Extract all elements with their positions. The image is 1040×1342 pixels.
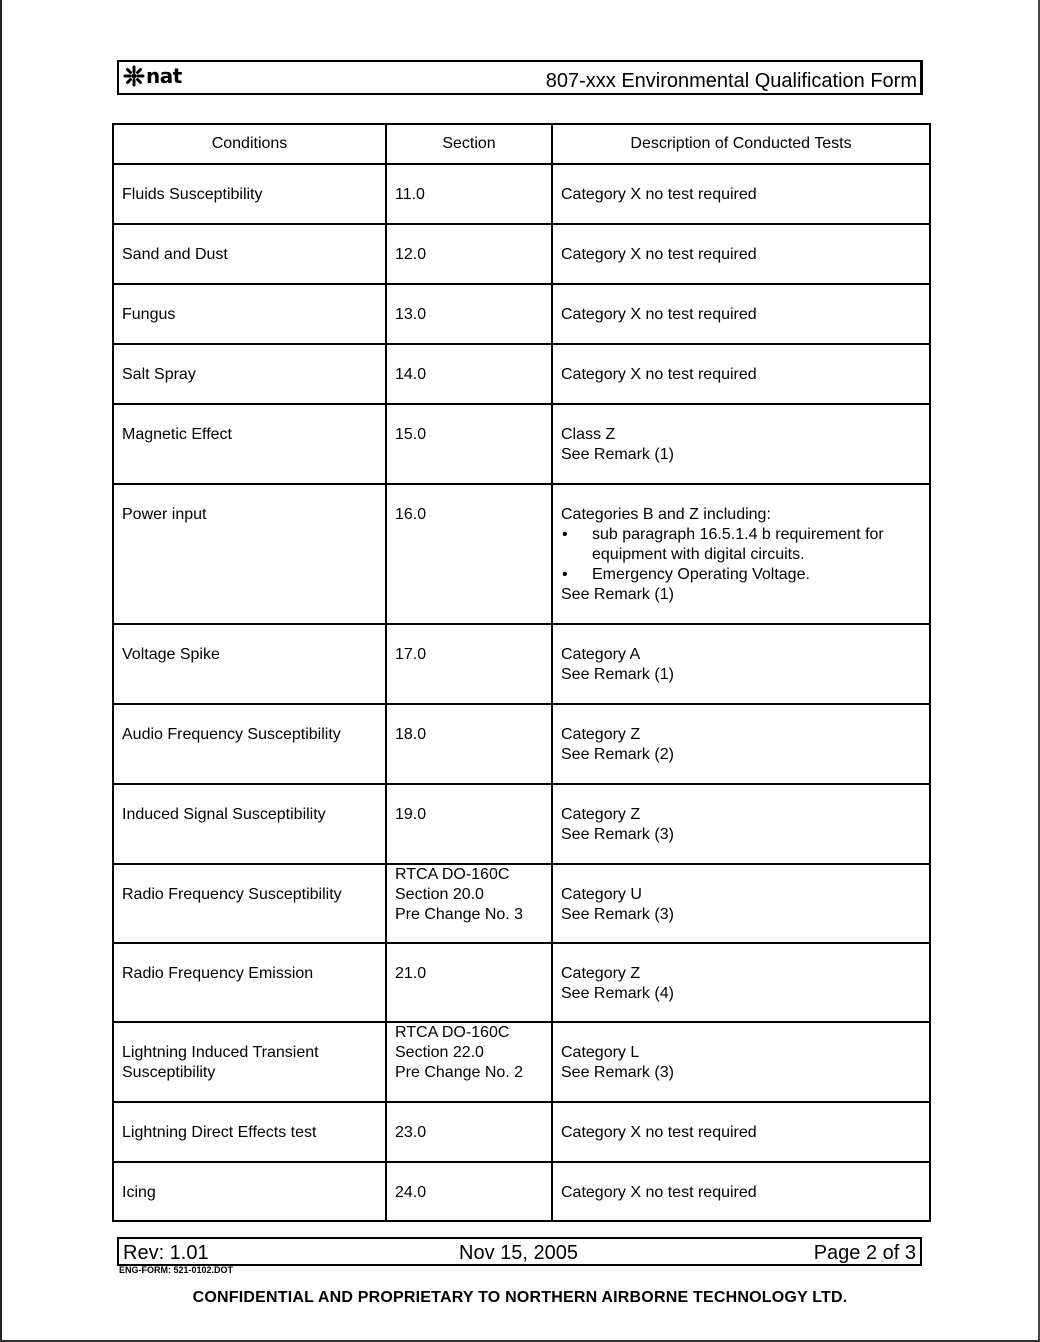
description-cell <box>552 624 930 704</box>
condition-cell <box>113 864 386 943</box>
condition-cell <box>113 1162 386 1221</box>
section-line: 11.0 <box>395 186 425 203</box>
table-row <box>113 484 930 624</box>
condition-cell <box>113 943 386 1022</box>
section-cell <box>386 1162 552 1221</box>
section-cell <box>386 704 552 784</box>
condition-line: Power input <box>122 506 207 523</box>
bullet-item: • sub paragraph 16.5.1.4 b requirement for equipment with digital circuits. <box>561 525 921 565</box>
description-cell <box>552 344 930 404</box>
description-line: Class Z <box>561 426 616 443</box>
section-line: 23.0 <box>395 1124 427 1141</box>
column-header-section: Section <box>386 124 552 164</box>
condition-line: Icing <box>122 1184 156 1201</box>
condition-line: Lightning Induced Transient <box>122 1044 319 1061</box>
section-line: RTCA DO-160C <box>395 1024 510 1041</box>
section-cell <box>386 404 552 484</box>
condition-line: Fluids Susceptibility <box>122 186 263 203</box>
description-line: Category L <box>561 1044 640 1061</box>
condition-cell <box>113 1102 386 1162</box>
description-line: Categories B and Z including: <box>561 506 771 523</box>
description-line: Category X no test required <box>561 306 757 323</box>
nat-logo <box>123 65 182 87</box>
table-row <box>113 704 930 784</box>
confidential-notice: CONFIDENTIAL AND PROPRIETARY TO NORTHERN AIRBORNE TECHNOLOGY LTD. <box>192 1289 848 1306</box>
description-cell <box>552 484 930 624</box>
section-line: 21.0 <box>395 965 427 982</box>
condition-line: Voltage Spike <box>122 646 220 663</box>
condition-cell <box>113 164 386 224</box>
description-line: See Remark (1) <box>561 446 674 463</box>
logo-text: nat <box>146 64 182 88</box>
section-cell <box>386 864 552 943</box>
section-cell <box>386 344 552 404</box>
description-cell <box>552 164 930 224</box>
description-line: Category A <box>561 646 641 663</box>
condition-line: Susceptibility <box>122 1064 216 1081</box>
description-cell <box>552 784 930 864</box>
description-line: Category U <box>561 886 642 903</box>
description-cell <box>552 1022 930 1102</box>
column-header-conditions: Conditions <box>113 124 386 164</box>
section-cell <box>386 624 552 704</box>
form-title: 807-xxx Environmental Qualification Form <box>545 70 917 92</box>
table-row <box>113 404 930 484</box>
description-line: Category X no test required <box>561 1124 757 1141</box>
table-row <box>113 784 930 864</box>
description-cell <box>552 704 930 784</box>
condition-line: Lightning Direct Effects test <box>122 1124 317 1141</box>
description-line: Category Z <box>561 965 641 982</box>
condition-line: Induced Signal Susceptibility <box>122 806 326 823</box>
revision-date: Nov 15, 2005 <box>459 1242 578 1264</box>
condition-cell <box>113 284 386 344</box>
table-row <box>113 624 930 704</box>
condition-cell <box>113 624 386 704</box>
table-row <box>113 1102 930 1162</box>
section-cell <box>386 1102 552 1162</box>
section-line: 15.0 <box>395 426 427 443</box>
table-row <box>113 224 930 284</box>
section-cell <box>386 164 552 224</box>
condition-cell <box>113 344 386 404</box>
description-line: See Remark (1) <box>561 666 674 683</box>
qualification-table <box>112 123 931 1222</box>
condition-line: Audio Frequency Susceptibility <box>122 726 341 743</box>
description-cell <box>552 1102 930 1162</box>
table-row <box>113 284 930 344</box>
section-line: 12.0 <box>395 246 427 263</box>
condition-cell <box>113 1022 386 1102</box>
description-cell <box>552 404 930 484</box>
description-line: See Remark (2) <box>561 746 674 763</box>
description-line: Category X no test required <box>561 1184 757 1201</box>
section-cell <box>386 284 552 344</box>
description-line: See Remark (1) <box>561 586 674 603</box>
page-footer <box>117 1237 922 1266</box>
description-cell <box>552 1162 930 1221</box>
description-line: See Remark (4) <box>561 985 674 1002</box>
condition-line: Radio Frequency Susceptibility <box>122 886 342 903</box>
section-line: Pre Change No. 2 <box>395 1064 524 1081</box>
table-row <box>113 344 930 404</box>
description-line: See Remark (3) <box>561 1064 674 1081</box>
revision-label: Rev: 1.01 <box>123 1242 209 1264</box>
condition-cell <box>113 224 386 284</box>
section-line: 17.0 <box>395 646 427 663</box>
condition-line: Salt Spray <box>122 366 196 383</box>
section-line: Section 20.0 <box>395 886 484 903</box>
section-line: 24.0 <box>395 1184 427 1201</box>
section-line: Pre Change No. 3 <box>395 906 524 923</box>
description-line: Category X no test required <box>561 366 757 383</box>
table-row <box>113 864 930 943</box>
description-line: Category Z <box>561 726 641 743</box>
form-code: ENG-FORM: 521-0102.DOT <box>119 1265 234 1275</box>
section-cell <box>386 1022 552 1102</box>
condition-cell <box>113 484 386 624</box>
condition-cell <box>113 404 386 484</box>
table-row <box>113 1162 930 1221</box>
condition-line: Radio Frequency Emission <box>122 965 314 982</box>
description-cell <box>552 284 930 344</box>
condition-line: Sand and Dust <box>122 246 228 263</box>
description-line: Category X no test required <box>561 186 757 203</box>
section-line: 13.0 <box>395 306 427 323</box>
column-header-description: Description of Conducted Tests <box>552 124 930 164</box>
section-cell <box>386 784 552 864</box>
section-cell <box>386 224 552 284</box>
description-cell <box>552 864 930 943</box>
page-header <box>117 60 923 95</box>
description-cell <box>552 943 930 1022</box>
section-line: 19.0 <box>395 806 427 823</box>
bullet-item: • Emergency Operating Voltage. <box>561 565 921 585</box>
section-line: 18.0 <box>395 726 427 743</box>
condition-line: Magnetic Effect <box>122 426 232 443</box>
scan-edge-left <box>0 0 2 1342</box>
condition-cell <box>113 704 386 784</box>
page-number: Page 2 of 3 <box>813 1242 916 1264</box>
description-line: Category Z <box>561 806 641 823</box>
table-header-row <box>113 124 930 164</box>
description-line: See Remark (3) <box>561 826 674 843</box>
condition-cell <box>113 784 386 864</box>
condition-line: Fungus <box>122 306 176 323</box>
table-row <box>113 943 930 1022</box>
section-line: 16.0 <box>395 506 427 523</box>
section-line: 14.0 <box>395 366 427 383</box>
table-row <box>113 1022 930 1102</box>
section-cell <box>386 484 552 624</box>
table-row <box>113 164 930 224</box>
description-cell <box>552 224 930 284</box>
description-line: Category X no test required <box>561 246 757 263</box>
section-line: Section 22.0 <box>395 1044 484 1061</box>
star-burst-icon <box>123 65 145 87</box>
section-cell <box>386 943 552 1022</box>
section-line: RTCA DO-160C <box>395 866 510 883</box>
description-line: See Remark (3) <box>561 906 674 923</box>
